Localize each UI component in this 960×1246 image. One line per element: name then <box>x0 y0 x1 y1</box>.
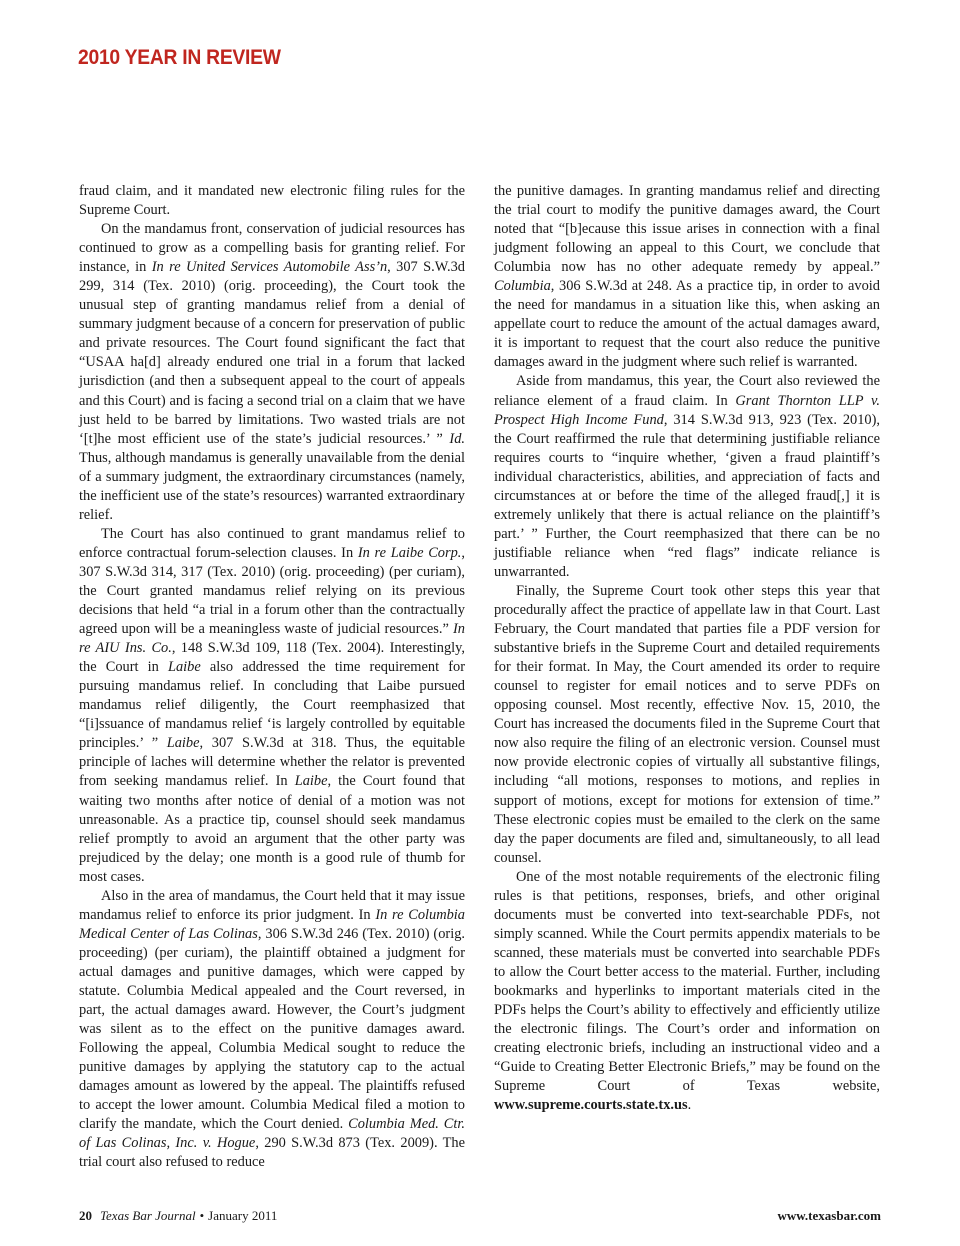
text: . <box>687 1097 692 1114</box>
page-number: 20 <box>79 1208 92 1223</box>
case-citation: Columbia Med. Ctr. of Las Colinas, Inc. v. Hogue <box>79 1116 465 1152</box>
text: Finally, the Supreme Court took other steps this year that procedurally affect the practice of appellate law in that Court. Last February, the Court mandated that parties file a PDF version for substantive briefs in the Supreme Court and detailed requirements for their format. In May, the Court amended its order to require counsel to register for email notices and to serve PDFs on opposing counsel. Most recently, effective Nov. 15, 2010, the Court has increased the documents filed in the Supreme Court that now also require the filing of an electronic version. Counsel must now provide electronic copies of virtually all substantive filings, including “all motions, responses to motions, and replies in support of motions, except for motions for extension of time.” These electronic copies must be emailed to the clerk on the same day the paper documents are filed and, simultaneously, to all lead counsel. <box>494 582 880 866</box>
text: , 314 S.W.3d 913, 923 (Tex. 2010), the Court reaffirmed the rule that determining justifiable reliance requires courts to “inquire whether, ‘given a fraud plaintiff’s individual characteristics, abilities, and appreciation of facts and circumstances at or before the time of the alleged fraud[,] it is extremely unlikely that there is actual reliance on the plaintiff’s part.’ ” Further, the Court reemphasized that there can be no justifiable reliance when “red flags” indicate reliance is unwarranted. <box>494 411 880 580</box>
issue-date: January 2011 <box>208 1208 278 1223</box>
text: Thus, although mandamus is generally unavailable from the denial of a summary judgment, the extraordinary circumstances (namely, the inefficient use of the state’s resources) warranted extraordinary relief. <box>79 449 465 523</box>
text: , 307 S.W.3d at 318. Thus, the equitable principle of laches will determine whether the relator is prevented from seeking mandamus relief. In <box>79 735 465 790</box>
text: On the mandamus front, conservation of judicial resources has continued to grow as a compelling basis for granting relief. For instance, in <box>79 221 465 276</box>
text: also addressed the time requirement for pursuing mandamus relief. In concluding that Laibe pursued mandamus relief diligently, the Court reemphasized that “[i]ssuance of mandamus relief ‘is largely controlled by equitable principles.’ ” <box>79 659 465 752</box>
right-column <box>494 182 880 1115</box>
case-citation: In re AIU Ins. Co. <box>79 621 465 657</box>
text: fraud claim, and it mandated new electronic filing rules for the Supreme Court. <box>79 183 465 219</box>
case-citation: In re Laibe Corp. <box>357 544 462 561</box>
paragraph <box>79 220 465 525</box>
case-citation: Laibe <box>294 773 328 790</box>
text: Also in the area of mandamus, the Court held that it may issue mandamus relief to enforce its prior judgment. In <box>79 887 465 923</box>
text: the punitive damages. In granting mandamus relief and directing the trial court to modify the punitive damages award, the Court noted that “[b]ecause this issue arises in connection with a final judgment following an appeal to this Court, we conclude that Columbia now has no other adequate remedy by appeal.” <box>494 183 880 276</box>
text: , 307 S.W.3d 299, 314 (Tex. 2010) (orig. proceeding), the Court took the unusual step of granting mandamus relief from a denial of summary judgment because of a concern for preservation of public and private resources. The Court found significant the fact that “USAA ha[d] already endured one trial in a forum that lacked jurisdiction (and then a subsequent appeal to the court of appeals and this Court) and is facing a second trial on a claim that we have just held to be barred by limitations. Two wasted trials are not ‘[t]he most efficient use of the state’s judicial resources.’ ” <box>79 259 466 447</box>
text: , the Court found that waiting two months after notice of denial of a motion was not unreasonable. As a practice tip, counsel should seek mandamus relief promptly to avoid an argument that the other party was prejudiced by the delay; one month is a good rule of thumb for most cases. <box>79 773 465 885</box>
page-footer <box>79 1208 881 1224</box>
paragraph <box>494 868 880 1116</box>
supreme-court-website-link[interactable]: www.supreme.courts.state.tx.us <box>494 1097 688 1114</box>
paragraph <box>494 182 880 372</box>
case-citation: In re United Services Automobile Ass’n <box>151 259 388 276</box>
footer-website-link[interactable]: www.texasbar.com <box>777 1208 881 1223</box>
paragraph <box>79 525 465 887</box>
text: , 148 S.W.3d 109, 118 (Tex. 2004). Interestingly, the Court in <box>79 640 465 676</box>
case-citation: In re Columbia Medical Center of Las Colinas <box>79 906 466 942</box>
paragraph <box>494 372 880 582</box>
text: Aside from mandamus, this year, the Court also reviewed the reliance element of a fraud claim. In <box>494 373 880 409</box>
case-citation: Columbia <box>494 278 551 295</box>
case-citation: Laibe <box>166 735 200 752</box>
text: One of the most notable requirements of the electronic filing rules is that petitions, responses, briefs, and other original documents must be converted into text-searchable PDFs, not simply scanned. While the Court permits appendix materials to be scanned, these materials must be converted into searchable PDFs to allow the Court better access to the material. Further, including bookmarks and hyperlinks to important materials cited in the PDFs helps the Court’s ability to effectively and efficiently utilize the electronic filings. The Court’s order and information on creating electronic briefs, including an instructional video and a “Guide to Creating Better Electronic Briefs,” may be found on the Supreme Court of Texas website, <box>494 868 880 1095</box>
paragraph <box>494 582 880 868</box>
text: , 290 S.W.3d 873 (Tex. 2009). The trial court also refused to reduce <box>79 1135 465 1171</box>
text: , 306 S.W.3d at 248. As a practice tip, in order to avoid the need for mandamus in a situation like this, when asking an appellate court to reduce the amount of the actual damages award, it is important to request that the court also reduce the punitive damages award in the judgment where such relief is warranted. <box>494 278 880 371</box>
paragraph <box>79 887 465 1173</box>
journal-name: Texas Bar Journal <box>100 1208 196 1223</box>
separator-bullet: • <box>199 1208 205 1223</box>
case-citation: Laibe <box>167 659 201 676</box>
section-header: 2010 YEAR IN REVIEW <box>78 46 281 69</box>
text: , 307 S.W.3d 314, 317 (Tex. 2010) (orig. proceeding) (per curiam), the Court granted mandamus relief relying on its previous decisions that held “a trial in a forum other than the contractually agreed upon will be a meaningless waste of judicial resources.” <box>79 544 466 638</box>
case-citation: Grant Thornton LLP v. Prospect High Income Fund <box>494 392 880 428</box>
left-column <box>79 182 465 1172</box>
text: The Court has also continued to grant mandamus relief to enforce contractual forum-selection clauses. In <box>79 525 465 561</box>
text: , 306 S.W.3d 246 (Tex. 2010) (orig. proceeding) (per curiam), the plaintiff obtained a judgment for actual damages and punitive damages, which were capped by statute. Columbia Medical appealed and the Court reversed, in part, the actual damages award. However, the Court’s judgment was silent as to the effect on the punitive damages award. Following the appeal, Columbia Medical sought to reduce the punitive damages by applying the statutory cap to the actual damages amount as lowered by the appeal. The plaintiffs refused to accept the lower amount. Columbia Medical filed a motion to clarify the mandate, which the Court denied. <box>79 925 465 1133</box>
case-citation: Id. <box>449 430 465 447</box>
paragraph <box>79 182 465 220</box>
